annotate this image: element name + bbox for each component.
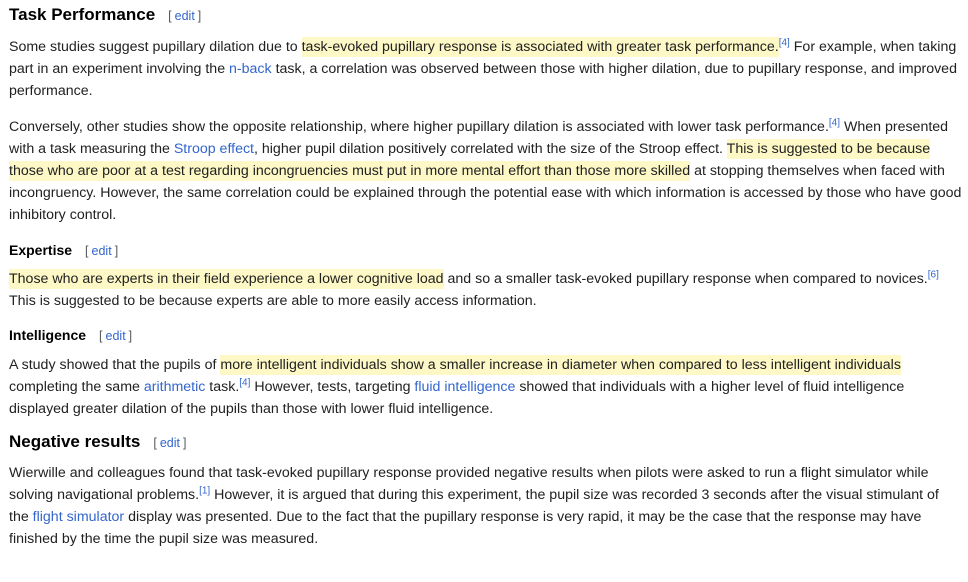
reference-link[interactable]: [4] xyxy=(778,37,790,49)
text: Conversely, other studies show the opposite relationship, where higher pupillary dilation is associated with lower task performance. xyxy=(9,119,829,135)
edit-section: [ edit ] xyxy=(168,9,202,23)
reference[interactable] xyxy=(239,377,250,388)
paragraph-negative-results xyxy=(9,462,962,550)
heading-text: Task Performance xyxy=(9,5,156,24)
section-heading-negative-results xyxy=(9,431,962,454)
highlighted-text: Those who are experts in their field experience a lower cognitive load xyxy=(9,271,444,287)
text: at stopping themselves when faced with incongruency. However, the same correlation could be explained through the potential ease with which information is accessed by those who have good inhibitory control. xyxy=(9,163,962,223)
link-n-back[interactable]: n-back xyxy=(229,61,272,77)
text: and so a smaller task-evoked pupillary response when compared to novices. xyxy=(443,271,928,287)
edit-link-task-performance[interactable]: edit xyxy=(174,9,195,23)
heading-text: Intelligence xyxy=(9,327,87,343)
reference-link[interactable]: [6] xyxy=(927,269,939,281)
reference[interactable] xyxy=(928,269,939,280)
text: A study showed that the pupils of xyxy=(9,357,221,373)
paragraph-intelligence xyxy=(9,354,962,420)
text: completing the same xyxy=(9,379,144,395)
heading-text: Negative results xyxy=(9,432,141,451)
highlighted-text: more intelligent individuals show a smaller increase in diameter when compared to less intelligent individuals xyxy=(220,357,901,373)
section-heading-expertise xyxy=(9,240,962,261)
reference[interactable] xyxy=(199,485,210,496)
text: This is suggested to be because experts are able to more easily access information. xyxy=(9,293,537,309)
text: Some studies suggest pupillary dilation due to xyxy=(9,39,302,55)
paragraph-expertise xyxy=(9,268,962,312)
edit-link-intelligence[interactable]: edit xyxy=(105,329,126,343)
text: task, a correlation was observed between those with higher dilation, due to pupillary response, and improved performance. xyxy=(9,61,957,99)
reference-link[interactable]: [4] xyxy=(828,117,841,129)
reference[interactable] xyxy=(829,117,840,128)
edit-section: [ edit ] xyxy=(85,244,119,258)
text: However, tests, targeting xyxy=(250,379,415,395)
link-flight-simulator[interactable]: flight simulator xyxy=(32,509,125,525)
text: When presented with a task measuring the xyxy=(9,119,949,157)
reference-link[interactable]: [4] xyxy=(239,377,251,389)
text: , higher pupil dilation positively correlated with the size of the Stroop effect. xyxy=(254,141,727,157)
text: Wierwille and colleagues found that task-evoked pupillary response provided negative results when pilots were asked to run a flight simulator while solving navigational problems. xyxy=(9,465,929,503)
edit-link-expertise[interactable]: edit xyxy=(91,244,112,258)
highlighted-text: task-evoked pupillary response is associated with greater task performance. xyxy=(301,39,779,55)
reference-link[interactable]: [1] xyxy=(199,485,211,497)
text: showed that individuals with a higher level of fluid intelligence displayed greater dilation of the pupils than those with lower fluid intelligence. xyxy=(9,379,905,417)
section-heading-intelligence xyxy=(9,325,962,346)
reference[interactable] xyxy=(779,37,790,48)
paragraph-task-performance-2 xyxy=(9,116,962,226)
edit-section: [ edit ] xyxy=(99,329,133,343)
heading-text: Expertise xyxy=(9,242,73,258)
link-fluid-intelligence[interactable]: fluid intelligence xyxy=(414,379,516,395)
highlighted-text: This is suggested to be because those who are poor at a test regarding incongruencies must put in more mental effort than those more skilled xyxy=(9,141,931,179)
text: However, it is argued that during this experiment, the pupil size was recorded 3 seconds after the visual stimulant of the xyxy=(9,487,939,525)
text: task. xyxy=(205,379,240,395)
text: For example, when taking part in an experiment involving the xyxy=(9,39,957,77)
link-arithmetic[interactable]: arithmetic xyxy=(143,379,206,395)
text: display was presented. Due to the fact that the pupillary response is very rapid, it may be the case that the response may have finished by the time the pupil size was measured. xyxy=(9,509,922,547)
edit-link-negative-results[interactable]: edit xyxy=(159,436,180,450)
edit-section: [ edit ] xyxy=(153,436,187,450)
paragraph-task-performance-1 xyxy=(9,36,962,102)
link-stroop-effect[interactable]: Stroop effect xyxy=(173,141,254,157)
section-heading-task-performance xyxy=(9,4,962,27)
